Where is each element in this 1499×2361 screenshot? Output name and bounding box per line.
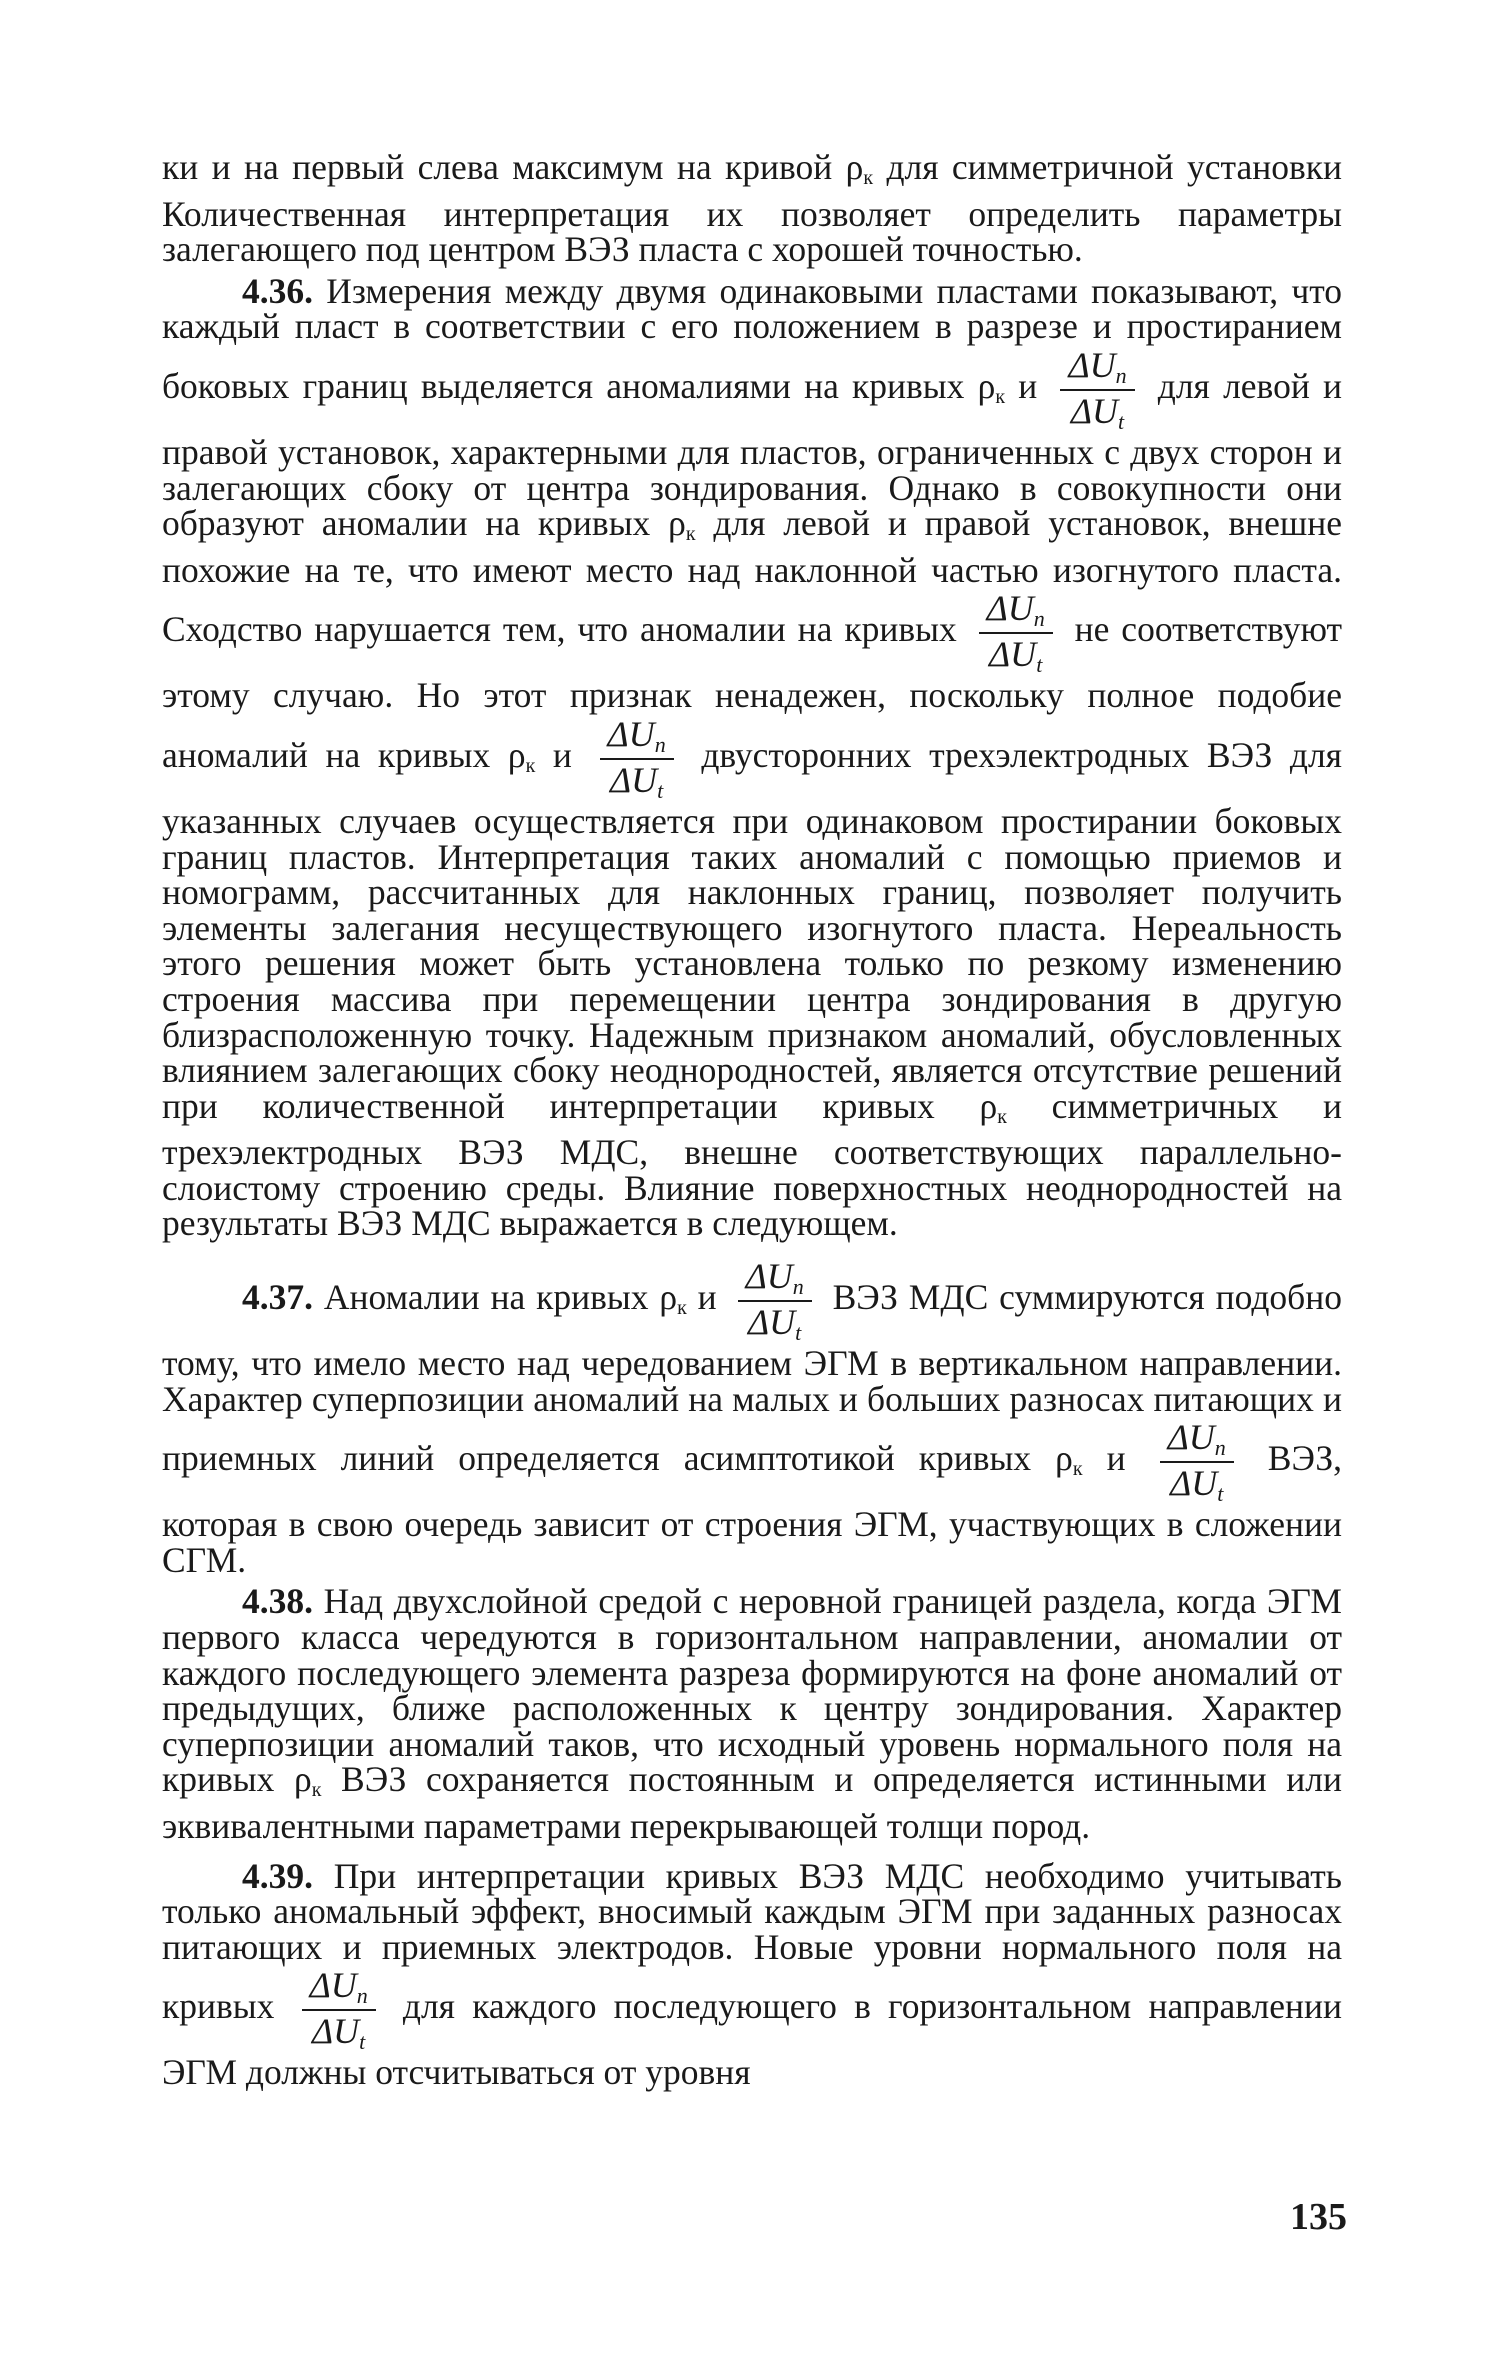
fraction-delta-u: [1060, 345, 1134, 435]
text-segment: симметричных и трехэлектродных ВЭЗ МДС, внешне соответствующих параллельно-слоистому строению среды. Влияние поверхностных неоднородностей на результаты ВЭЗ МДС выражается в следующем.: [162, 1085, 1342, 1244]
rho-subscript: к: [863, 167, 874, 189]
rho-k-symbol: [668, 503, 696, 546]
text-segment: ВЭЗ сохраняется постоянным и определяется истинными или эквивалентными параметрами перекрывающей толщи пород.: [162, 1759, 1342, 1846]
paragraph-4-38: [162, 1581, 1342, 1846]
rho-subscript: к: [997, 1105, 1007, 1128]
fraction-delta-u: [979, 588, 1053, 678]
fraction-denominator: $\Delta U_t$: [748, 1302, 802, 1346]
rho-subscript: к: [685, 523, 696, 546]
text-segment: Аномалии на кривых: [313, 1277, 660, 1318]
paragraph-4-39: [162, 1855, 1343, 2093]
rho-subscript: к: [995, 386, 1006, 409]
rho-letter: ρ: [293, 1759, 312, 1800]
fraction-denominator: $\Delta U_t$: [312, 2011, 366, 2055]
fraction-delta-u: [738, 1256, 812, 1346]
text-segment: для левой и правой установок, характерными для пластов, ограниченных с двух сторон и залегающих сбоку от центра зондирования. Однако в совокупности они образуют аномалии на кривых: [162, 366, 1343, 544]
page-body: [162, 147, 1343, 2093]
text-segment: и: [686, 1277, 728, 1318]
rho-subscript: к: [677, 1297, 687, 1320]
text-segment: ки и на первый слева максимум на кривой: [162, 147, 846, 187]
rho-letter: ρ: [507, 735, 526, 776]
rho-k-symbol: [846, 147, 873, 187]
text-segment: для симметричной установки Количественная интерпретация их позволяет определить параметры залегающего под центром ВЭЗ пласта с хорошей точностью.: [162, 147, 1342, 270]
text-segment: для левой и правой установок, внешне похожие на те, что имеют место над наклонной частью изогнутого пласта. Сходство нарушается тем, что аномалии на кривых: [162, 503, 1342, 650]
fraction-denominator: $\Delta U_t$: [1070, 390, 1125, 434]
text-segment: При интерпретации кривых ВЭЗ МДС необходимо учитывать только аномальный эффект, вносимый каждым ЭГМ при заданных разносах питающих и приемных электродов. Новые уровни нормального поля на кривых: [162, 1855, 1342, 2027]
text-segment: ВЭЗ, которая в свою очередь зависит от строения ЭГМ, участвующих в сложении СГМ.: [162, 1438, 1342, 1580]
fraction-numerator: $\Delta U_n$: [1160, 1417, 1234, 1463]
page-number: 135: [1290, 2196, 1347, 2238]
fraction-delta-u: [302, 1965, 376, 2055]
fraction-denominator: $\Delta U_t$: [609, 759, 664, 803]
section-number: 4.37.: [242, 1277, 313, 1318]
fraction-numerator: $\Delta U_n$: [979, 588, 1053, 634]
rho-letter: ρ: [977, 366, 996, 407]
text-segment: и: [1005, 366, 1051, 407]
text-segment: и: [1082, 1438, 1150, 1479]
text-segment: для каждого последующего в горизонтальном направлении ЭГМ должны отсчитываться от уровня: [162, 1986, 1343, 2093]
rho-letter: ρ: [1055, 1438, 1073, 1479]
rho-subscript: к: [1072, 1458, 1083, 1481]
text-segment: ВЭЗ МДС суммируются подобно тому, что имело место над чередованием ЭГМ в вертикальном направлении. Характер суперпозиции аномалий на малых и больших разносах питающих и приемных линий определяется асимптотикой кривых: [162, 1277, 1342, 1479]
text-segment: Над двухслойной средой с неровной границей раздела, когда ЭГМ первого класса чередуются в горизонтальном направлении, аномалии от каждого последующего элемента разреза формируются на фоне аномалий от предыдущих, ближе расположенных к центру зондирования. Характер суперпозиции аномалий таков, что исходный уровень нормального поля на кривых: [162, 1581, 1342, 1800]
rho-k-symbol: [659, 1277, 687, 1320]
rho-k-symbol: [507, 735, 536, 778]
paragraph-continuation: [162, 147, 1342, 270]
fraction-delta-u: [1160, 1417, 1234, 1507]
rho-letter: ρ: [659, 1277, 678, 1318]
text-segment: не соответствуют этому случаю. Но этот признак ненадежен, поскольку полное подобие аномалий на кривых: [162, 609, 1343, 776]
fraction-denominator: $\Delta U_t$: [1170, 1463, 1224, 1507]
text-segment: и: [535, 735, 590, 776]
rho-letter: ρ: [668, 503, 686, 544]
fraction-numerator: $\Delta U_n$: [738, 1256, 812, 1302]
rho-subscript: к: [311, 1779, 322, 1802]
fraction-delta-u: [600, 714, 674, 804]
paragraph-4-37: [162, 1256, 1342, 1578]
rho-k-symbol: [977, 366, 1006, 409]
paragraph-4-36: [162, 270, 1343, 1244]
fraction-numerator: $\Delta U_n$: [600, 714, 674, 760]
section-number: 4.38.: [242, 1581, 313, 1622]
text-segment: Измерения между двумя одинаковыми пластами показывают, что каждый пласт в соответствии с его положением в разрезе и простиранием боковых границ выделяется аномалиями на кривых: [162, 270, 1342, 407]
text-segment: двусторонних трехэлектродных ВЭЗ для указанных случаев осуществляется при одинаковом простирании боковых границ пластов. Интерпретация таких аномалий с помощью приемов и номограмм, рассчитанных для наклонных границ, позволяет получить элементы залегания несуществующего изогнутого пласта. Нереальность этого решения может быть установлена только по резкому изменению строения массива при перемещении центра зондирования в другую близрасположенную точку. Надежным признаком аномалий, обусловленных влиянием залегающих сбоку неоднородностей, является отсутствие решений при количественной интерпретации кривых: [162, 735, 1343, 1126]
fraction-numerator: $\Delta U_n$: [302, 1965, 376, 2011]
section-number: 4.39.: [242, 1855, 313, 1896]
fraction-numerator: $\Delta U_n$: [1060, 345, 1134, 391]
rho-subscript: к: [525, 755, 536, 778]
rho-k-symbol: [1055, 1438, 1083, 1481]
fraction-denominator: $\Delta U_t$: [989, 634, 1043, 678]
rho-k-symbol: [293, 1759, 322, 1802]
rho-k-symbol: [980, 1086, 1007, 1126]
rho-letter: ρ: [979, 1085, 998, 1126]
rho-letter: ρ: [845, 147, 864, 187]
section-number: 4.36.: [242, 270, 313, 311]
